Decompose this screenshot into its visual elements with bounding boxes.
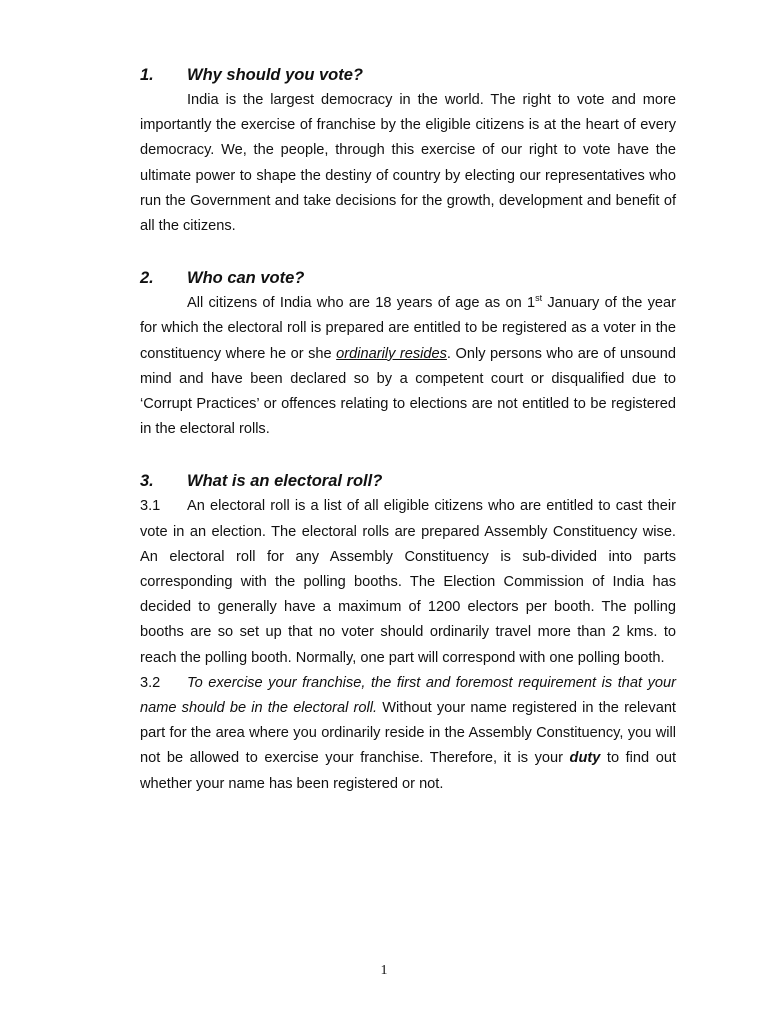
section-title: What is an electoral roll? [187, 472, 383, 491]
subsection-number: 3.1 [140, 498, 161, 515]
section-electoral-roll [140, 469, 676, 796]
italic-text: To exercise your franchise, the first and foremost requirement is that your name should be in the electoral roll. [140, 674, 676, 717]
paragraph-text: January of the year for which the electoral roll is prepared are entitled to be registered as a voter in the constituency where he or she [140, 295, 676, 362]
section-number: 3. [140, 472, 154, 491]
section-title: Why should you vote? [187, 66, 363, 84]
section-title: Who can vote? [187, 269, 305, 288]
section-who-can-vote [140, 266, 676, 442]
subsection-number: 3.2 [140, 674, 161, 691]
section-paragraph: India is the largest democracy in the world. The right to vote and more importantly the exercise of franchise by the eligible citizens is at the heart of every democracy. We, the people, through this exercise of our right to vote have the ultimate power to shape the destiny of country by electing our representatives who run the Government and take decisions for the growth, development and benefit of all the citizens. [140, 92, 676, 235]
section-heading [140, 266, 676, 291]
paragraph-text: . Only persons who are of unsound mind and have been declared so by a competent court or disqualified due to ‘Corrupt Practices’ or offences relating to elections are not entitled to be registered in the electoral rolls. [140, 345, 676, 438]
section-number: 2. [140, 269, 154, 288]
section-heading [140, 469, 676, 494]
superscript-ordinal: st [535, 293, 543, 304]
paragraph-text: to find out whether your name has been registered or not. [140, 750, 677, 792]
subsection-paragraph [140, 494, 676, 670]
section-paragraph [140, 291, 676, 442]
page-number: 1 [380, 963, 388, 978]
section-heading [140, 63, 676, 88]
subsection-paragraph [140, 671, 676, 797]
document-body [140, 63, 676, 797]
bold-italic-text: duty [569, 750, 601, 767]
paragraph-text: An electoral roll is a list of all eligible citizens who are entitled to cast their vote in an election. The electoral rolls are prepared Assembly Constituency wise. An electoral roll for any Assembly Constituency is sub-divided into parts corresponding with the polling booths. The Election Commission of India has decided to generally have a maximum of 1200 electors per booth. The polling booths are so set up that no voter should ordinarily travel more than 2 kms. to reach the polling booth. Normally, one part will correspond with one polling booth. [140, 498, 676, 666]
paragraph-text: Without your name registered in the relevant part for the area where you ordinarily reside in the Assembly Constituency, you will not be allowed to exercise your franchise. Therefore, it is your [140, 700, 676, 767]
emphasized-text: ordinarily resides [336, 345, 447, 362]
paragraph-text: All citizens of India who are 18 years of age as on 1 [187, 295, 536, 312]
section-why-vote [140, 63, 676, 239]
section-number: 1. [140, 66, 154, 84]
